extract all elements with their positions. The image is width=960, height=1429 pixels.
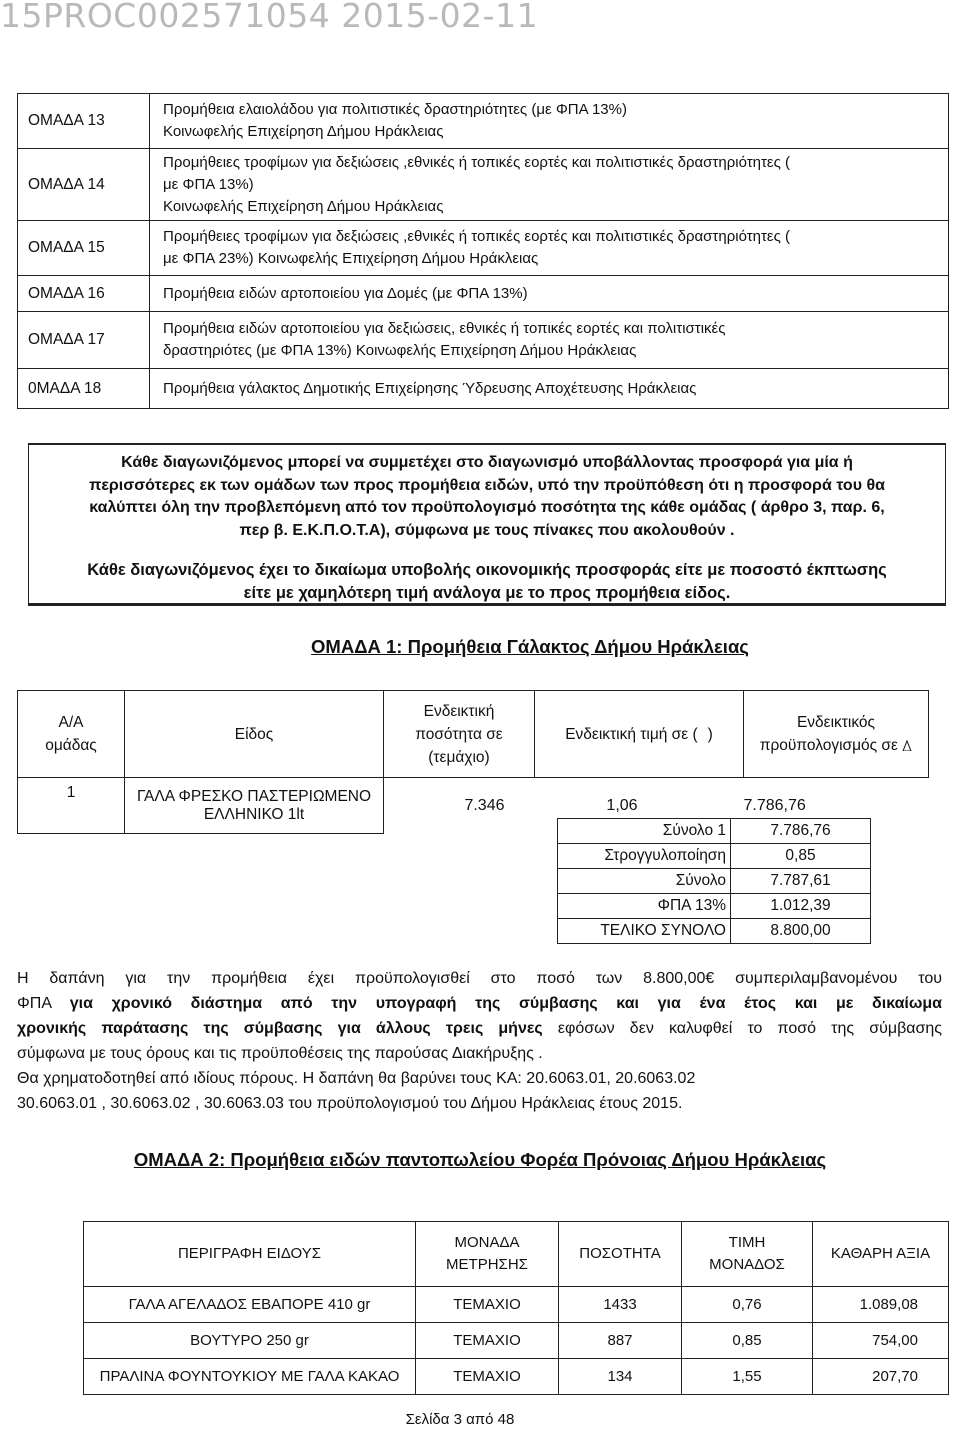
group-description: Προμήθεια ειδών αρτοποιείου για δεξιώσεις, εθνικές ή τοπικές εορτές και πολιτιστικές δραστηριότες (με ΦΠΑ 13%) Κοινωφελής Επιχείρηση Δήμου Ηράκλειας xyxy=(150,312,949,369)
group-row xyxy=(18,149,949,221)
group-description: Προμήθειες τροφίμων για δεξιώσεις ,εθνικές ή τοπικές εορτές και πολιτιστικές δραστηριότητες ( με ΦΠΑ 23%) Κοινωφελής Επιχείρηση Δήμου Ηράκλειας xyxy=(150,221,949,276)
group2-table xyxy=(83,1221,949,1395)
summary-row: Στρογγυλοποίηση 0,85 xyxy=(558,844,871,869)
cell-price: 1,06 xyxy=(606,796,638,814)
cell-item: ΓΑΛΑ ΦΡΕΣΚΟ ΠΑΣΤΕΡΙΩΜΕΝΟ ΕΛΛΗΝΙΚΟ 1lt xyxy=(125,778,384,834)
notice-paragraph-offer: Κάθε διαγωνιζόμενος έχει το δικαίωμα υποβολής οικονομικής προσφοράς είτε με ποσοστό έκπτωσης είτε με χαμηλότερη τιμή ανάλογα με το προς προμήθεια είδος. xyxy=(87,561,887,602)
table-header-row xyxy=(84,1222,949,1287)
header-unit: ΜΟΝΑΔΑ ΜΕΤΡΗΣΗΣ xyxy=(416,1222,559,1287)
group-row xyxy=(18,221,949,276)
summary-row: Σύνολο 1 7.786,76 xyxy=(558,819,871,844)
header-net-value: ΚΑΘΑΡΗ ΑΞΙΑ xyxy=(813,1222,949,1287)
table-row: ΠΡΑΛΙΝΑ ΦΟΥΝΤΟΥΚΙΟΥ ΜΕ ΓΑΛΑ ΚΑΚΑΟ ΤΕΜΑΧΙΟ 134 1,55 207,70 xyxy=(84,1359,949,1395)
table-row: ΓΑΛΑ ΑΓΕΛΑΔΟΣ ΕΒΑΠΟΡΕ 410 gr ΤΕΜΑΧΙΟ 1433 0,76 1.089,08 xyxy=(84,1287,949,1323)
group-description: Προμήθειες τροφίμων για δεξιώσεις ,εθνικές ή τοπικές εορτές και πολιτιστικές δραστηριότητες ( με ΦΠΑ 13%) Κοινωφελής Επιχείρηση Δήμου Ηράκλειας xyxy=(150,149,949,221)
group-description: Προμήθεια γάλακτος Δημοτικής Επιχείρησης Ύδρευσης Αποχέτευσης Ηράκλειας xyxy=(150,369,949,409)
group-name: ΟΜΑΔΑ 13 xyxy=(18,94,150,149)
group-name: ΟΜΑΔΑ 16 xyxy=(18,276,150,312)
header-unit-price: ΤΙΜΗ ΜΟΝΑΔΟΣ xyxy=(682,1222,813,1287)
group-name: ΟΜΑΔΑ 15 xyxy=(18,221,150,276)
group1-summary-table xyxy=(557,818,871,944)
summary-row: ΤΕΛΙΚΟ ΣΥΝΟΛΟ 8.800,00 xyxy=(558,919,871,944)
document-id-watermark: 15PROC002571054 2015-02-11 xyxy=(0,0,539,35)
group-row xyxy=(18,276,949,312)
header-price: Ενδεικτική τιμή σε ( ) xyxy=(535,691,744,778)
notice-paragraph-participation: Κάθε διαγωνιζόμενος μπορεί να συμμετέχει στο διαγωνισμό υποβάλλοντας προσφορά για μία ή περισσότερες εκ των ομάδων των προς προμήθεια ειδών, υπό την προϋπόθεση ότι η προσφορά του θα καλύπτει όλη την προβλεπόμενη από τον προϋπολογισμό ποσότητα της κάθε ομάδας ( άρθρο 3, παρ. 6, περ β. Ε.Κ.Π.Ο.Τ.Α), σύμφωνα με τους πίνακες που ακολουθούν . xyxy=(89,454,885,539)
cell-quantity: 7.346 xyxy=(464,796,505,814)
table-header-row xyxy=(18,691,929,778)
euro-icon xyxy=(698,728,708,740)
page-number: Σελίδα 3 από 48 xyxy=(405,1411,515,1428)
euro-icon xyxy=(902,739,912,751)
groups-table xyxy=(17,93,949,409)
group1-title: ΟΜΑΔΑ 1: Προμήθεια Γάλακτος Δήμου Ηράκλειας xyxy=(311,636,749,657)
header-budget: Ενδεικτικός προϋπολογισμός σε xyxy=(744,691,929,778)
header-description: ΠΕΡΙΓΡΑΦΗ ΕΙΔΟΥΣ xyxy=(84,1222,416,1287)
group-row xyxy=(18,369,949,409)
group2-title: ΟΜΑΔΑ 2: Προμήθεια ειδών παντοπωλείου Φορέα Πρόνοιας Δήμου Ηράκλειας xyxy=(133,1149,827,1170)
summary-row: ΦΠΑ 13% 1.012,39 xyxy=(558,894,871,919)
group-row xyxy=(18,312,949,369)
header-item: Είδος xyxy=(125,691,384,778)
cell-aa: 1 xyxy=(18,778,125,834)
group-row xyxy=(18,94,949,149)
group-description: Προμήθεια ειδών αρτοποιείου για Δομές (με ΦΠΑ 13%) xyxy=(150,276,949,312)
funding-paragraph: Η δαπάνη για την προμήθεια έχει προϋπολογισθεί στο ποσό των 8.800,00€ συμπεριλαμβανομένου του ΦΠΑ για χρονικό διάστημα από την υπογραφή της σύμβασης και για ένα έτος και με δικαίωμα χρονικής παράτασης της σύμβασης για άλλους τρεις μήνες εφόσων δεν καλυφθεί το ποσό της σύμβασης σύμφωνα με τους όρους και τις προϋποθέσεις της παρούσας Διακήρυξης . Θα χρηματοδοτηθεί από ιδίους πόρους. Η δαπάνη θα βαρύνει τους ΚΑ: 20.6063.01, 20.6063.02 30.6063.01 , 30.6063.02 , 30.6063.03 του προϋπολογισμού του Δήμου Ηράκλειας έτους 2015. xyxy=(17,970,943,1112)
header-quantity: ΠΟΣΟΤΗΤΑ xyxy=(559,1222,682,1287)
group1-table xyxy=(17,690,929,834)
group-name: ΟΜΑΔΑ 14 xyxy=(18,149,150,221)
group-description: Προμήθεια ελαιολάδου για πολιτιστικές δραστηριότητες (με ΦΠΑ 13%) Κοινωφελής Επιχείρηση Δήμου Ηράκλειας xyxy=(150,94,949,149)
table-row: ΒΟΥΤΥΡΟ 250 gr ΤΕΜΑΧΙΟ 887 0,85 754,00 xyxy=(84,1323,949,1359)
cell-budget: 7.786,76 xyxy=(743,796,806,814)
header-aa: Α/Α ομάδας xyxy=(18,691,125,778)
header-quantity: Ενδεικτική ποσότητα σε (τεμάχιο) xyxy=(384,691,535,778)
summary-row: Σύνολο 7.787,61 xyxy=(558,869,871,894)
group-name: ΟΜΑΔΑ 17 xyxy=(18,312,150,369)
group-name: 0ΜΑΔΑ 18 xyxy=(18,369,150,409)
